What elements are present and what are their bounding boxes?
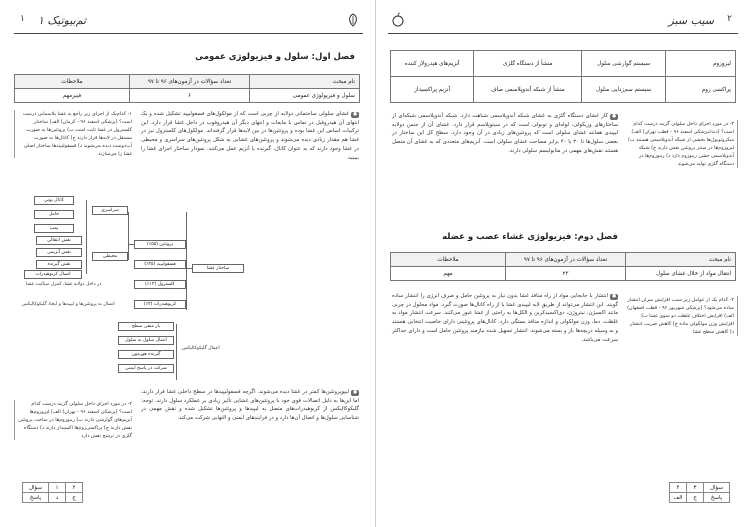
note-tag: ●: [352, 112, 357, 117]
logo-icon: [345, 12, 361, 28]
answer-table: [669, 482, 730, 503]
diagram-enzyme: نقش آنزیمی: [36, 248, 82, 257]
body-paragraph-2: ●لیپوپروتئین‌ها کمتر در غشا دیده می‌شوند. اگرچه فسفولیپیدها در سطح داخلی غشا قرار دارند، اما این‌ها به دلیل اتصالات قوی خود با پروتئین‌های غشایی تأثیر زیادی بر عملکرد سلول دارند. توجه: گلیکوکالیکس از کربوهیدرات‌های متصل به لیپیدها و پروتئین‌ها تشکیل شده و نقش مهمی در شناسایی سلول‌ها و اتصال آن‌ها دارد و در فرایندهای ایمنی و التهابی شرکت می‌کند.: [141, 389, 359, 422]
diagram-cholesterol: کلسترول (۱۳٪): [134, 280, 186, 289]
diagram-receptor: نقش گیرنده: [36, 260, 82, 269]
answer-a-3: ج: [687, 493, 704, 503]
answer-q-label: سؤال: [23, 483, 49, 493]
diagram-root: ساختار غشا: [192, 264, 244, 273]
diagram-transport: نقش انتقالی: [36, 236, 82, 245]
organelle-table: [390, 50, 736, 103]
answer-table: [22, 482, 83, 503]
membrane-diagram: [22, 196, 282, 384]
info-topic: سلول و فیزیولوژی عمومی: [250, 89, 360, 103]
diagram-peripheral: محیطی: [92, 252, 128, 261]
info-notes: مهم: [391, 267, 506, 281]
diagram-protein: پروتئین (۵۵٪): [134, 240, 186, 249]
answer-q-1: ۱: [49, 483, 66, 493]
answer-a-label: پاسخ: [704, 493, 730, 503]
organelle-lysosome-enzyme: آنزیم‌های هیدرولاز کننده: [391, 51, 474, 77]
info-col-notes: ملاحظات: [15, 75, 130, 89]
note-tag-4: ●: [611, 294, 616, 299]
chapter-title: فصل دوم: فیزیولوژی غشاء عصب و عضله: [442, 232, 618, 242]
header-title: تم‌بیوتیک ۱: [38, 14, 87, 27]
info-col-name: نام مبحث: [626, 253, 736, 267]
organelle-peroxisome: پراکسی زوم: [666, 77, 736, 103]
diagram-glyco-title: اعمال گلیکوکالیکس: [182, 346, 220, 351]
sidebar-question-1: ۱- کدام‌یک از اجزای زیر راجع به غشا پلاسمایی درست است؟ (پزشکی اسفند ۹۶ - کرمان) الف) ساختار کلسترول در غشا ثابت است ب) پروتئین‌ها به صورت مستقل در لایه‌ها قرار دارند ج) کانال‌ها به صورت آب‌دوست دیده می‌شوند د) فسفولیپیدها ساختار اصلی غشا را می‌سازند: [14, 110, 132, 158]
answer-q-label: سؤال: [704, 483, 730, 493]
organelle-peroxisome-enzyme: آنزیم پراکسیداز: [391, 77, 474, 103]
answer-a-label: پاسخ: [23, 493, 49, 503]
answer-a-1: د: [49, 493, 66, 503]
diagram-carb-attach: اتصال کربوهیدرات: [24, 270, 82, 279]
sidebar-question-3: ۳- در مورد اجزای داخل سلولی گزینه درست کدام است؟ (دندانپزشکی اسفند ۹۶ - قطب تهران) الف) میکروتوبول‌ها بخشی از شبکه آندوپلاسمی هستند ب) لیزوزوم‌ها در سنتز پروتئین نقش دارند ج) شبکه آندوپلاسمی خشن ریبوزوم دارد د) ریبوزوم‌ها در دستگاه گلژی تولید می‌شوند: [626, 120, 738, 168]
body-paragraph-1: ●کار غشای دستگاه گلژی به غشای شبکه آندوپلاسمی شباهت دارد. شبکه آندوپلاسمی شبکه‌ای از ساختارهای وزیکولی، لوله‌ای و توبولی است که در سیتوپلاسم قرار دارد. غشای آن از جنس دولایه لیپیدی همانند غشای سلولی است که پروتئین‌های زیادی در آن وجود دارد. سطح کل این ساختار در بعضی سلول‌ها تا ۳۰ یا ۴۰ برابر مساحت غشای سلولی است. آنزیم‌های متعددی که به غشای آن متصل هستند نقش‌های مهمی در متابولیسم سلولی دارند.: [392, 113, 618, 154]
organelle-peroxisome-role: سیستم سم‌زدایی سلول: [582, 77, 666, 103]
diagram-carrier: حامل: [34, 210, 74, 219]
organelle-peroxisome-origin: منشأ از شبکه آندوپلاسمی صاف: [474, 77, 582, 103]
info-col-name: نام مبحث: [250, 75, 360, 89]
info-count: ۲۳: [506, 267, 626, 281]
info-col-count: تعداد سؤالات در آزمون‌های ۹۶ تا ۹۷: [130, 75, 250, 89]
info-col-count: تعداد سؤالات در آزمون‌های ۹۶ تا ۹۷: [506, 253, 626, 267]
header-title: سیب سبز: [668, 14, 714, 27]
note-tag-3: ●: [611, 114, 616, 119]
page-number: ۲: [727, 14, 732, 24]
sidebar-question-2: ۲- در مورد اجزای داخل سلولی گزینه درست کدام است؟ (پزشکی اسفند ۹۶ - تهران) الف) لیزوزوم‌ها آنزیم‌های گوارشی دارند ب) ریبوزوم‌ها در ساخت پروتئین نقش دارند ج) پراکسی‌زوم‌ها اکسیداز دارند د) دستگاه گلژی در ترشح نقش دارد: [14, 400, 132, 440]
page-number: ۱: [20, 14, 25, 24]
info-count: ۶: [130, 89, 250, 103]
organelle-lysosome: لیزوزوم: [666, 51, 736, 77]
info-table: [390, 252, 736, 281]
diagram-carbohydrate: کربوهیدرات (۳٪): [134, 300, 186, 309]
info-col-notes: ملاحظات: [391, 253, 506, 267]
diagram-ion-channel: کانال یونی: [34, 196, 74, 205]
diagram-integral: سراسری: [92, 206, 128, 215]
glyco-adhesion: اتصال سلول به سلول: [118, 336, 174, 345]
diagram-note-carbohydrate: اتصال به پروتئین‌ها و لیپیدها و ایجاد گلیکوکالیکس: [22, 302, 115, 307]
body-paragraph-2: ●انتشار یا جابجایی مواد از راه منافذ غشا بدون نیاز به پروتئین حامل و صرف انرژی را انتشار ساده گویند. این انتشار می‌تواند از طریق لایه لیپیدی غشا یا از راه کانال‌ها صورت گیرد. مواد محلول در چربی مانند اکسیژن، نیتروژن، دی‌اکسیدکربن و الکل‌ها به راحتی از غشا عبور می‌کنند. سرعت انتشار مواد به غلظت، دما، وزن مولکولی و اندازه منافذ بستگی دارد. کانال‌های پروتئینی دارای خاصیت انتخابی هستند و به وسیله دریچه‌ها باز و بسته می‌شوند. انتشار تسهیل شده نیازمند پروتئین حامل است و دارای حداکثر سرعت می‌باشد.: [392, 293, 618, 343]
organelle-lysosome-origin: منشأ از دستگاه گلژی: [474, 51, 582, 77]
info-table: [14, 74, 360, 103]
diagram-phospholipid: فسفولیپید (۲۵٪): [134, 260, 186, 269]
right-page: [376, 0, 752, 527]
sidebar-question-4: ۴- کدام یک از عوامل زیر سبب افزایش میزان انتشار ساده می‌شود؟ (پزشکی شهریور ۹۶ - قطب اصفهان) الف) افزایش اختلاف غلظت دو سوی غشا ب) افزایش وزن مولکولی ماده ج) کاهش ضریب انتشار د) کاهش سطح غشا: [626, 296, 738, 336]
apple-icon: [390, 12, 406, 28]
chapter-title: فصل اول: سلول و فیزیولوژی عمومی: [195, 52, 355, 62]
answer-q-2: ۲: [66, 483, 83, 493]
glyco-charge: بار منفی سطح: [118, 322, 174, 331]
note-tag-2: ●: [352, 390, 357, 395]
answer-a-4: الف: [670, 493, 687, 503]
body-paragraph-1: ●غشای سلولی ساختمانی دولایه از چربی است که از مولکول‌های فسفولیپید تشکیل شده و یک انتهای آن هیدروفیل در تماس با مایعات و انتهای دیگر آن هیدروفوب در داخل غشا قرار دارد. این ترکیبات اساس این غشا بوده و پروتئین‌ها در بین لایه‌ها قرار گرفته‌اند. مولکول‌های کلسترول نیز در غشا هم مقدار زیادی دیده می‌شوند و پروتئین‌های غشایی به شکل پروتئین‌های سراسری و محیطی در غشا وجود دارند که به عنوان کانال، گیرنده یا آنزیم عمل می‌کنند. نمودار ساختار اجزای غشا را ببینید.: [141, 111, 359, 161]
organelle-lysosome-role: سیستم گوارشی سلول: [582, 51, 666, 77]
info-topic: انتقال مواد از خلال غشای سلول: [626, 267, 736, 281]
diagram-note-cholesterol: در داخل دولایه غشا، کنترل سیالیت غشا: [26, 282, 102, 287]
diagram-pump: پمپ: [34, 224, 74, 233]
right-page-header: [388, 10, 738, 34]
answer-q-3: ۳: [687, 483, 704, 493]
answer-q-4: ۴: [670, 483, 687, 493]
glyco-receptor: گیرنده هورمون: [118, 350, 174, 359]
left-page-header: [14, 10, 363, 34]
info-notes: فیبرمهم: [15, 89, 130, 103]
glyco-immune: شرکت در پاسخ ایمنی: [118, 364, 174, 373]
answer-a-2: ج: [66, 493, 83, 503]
